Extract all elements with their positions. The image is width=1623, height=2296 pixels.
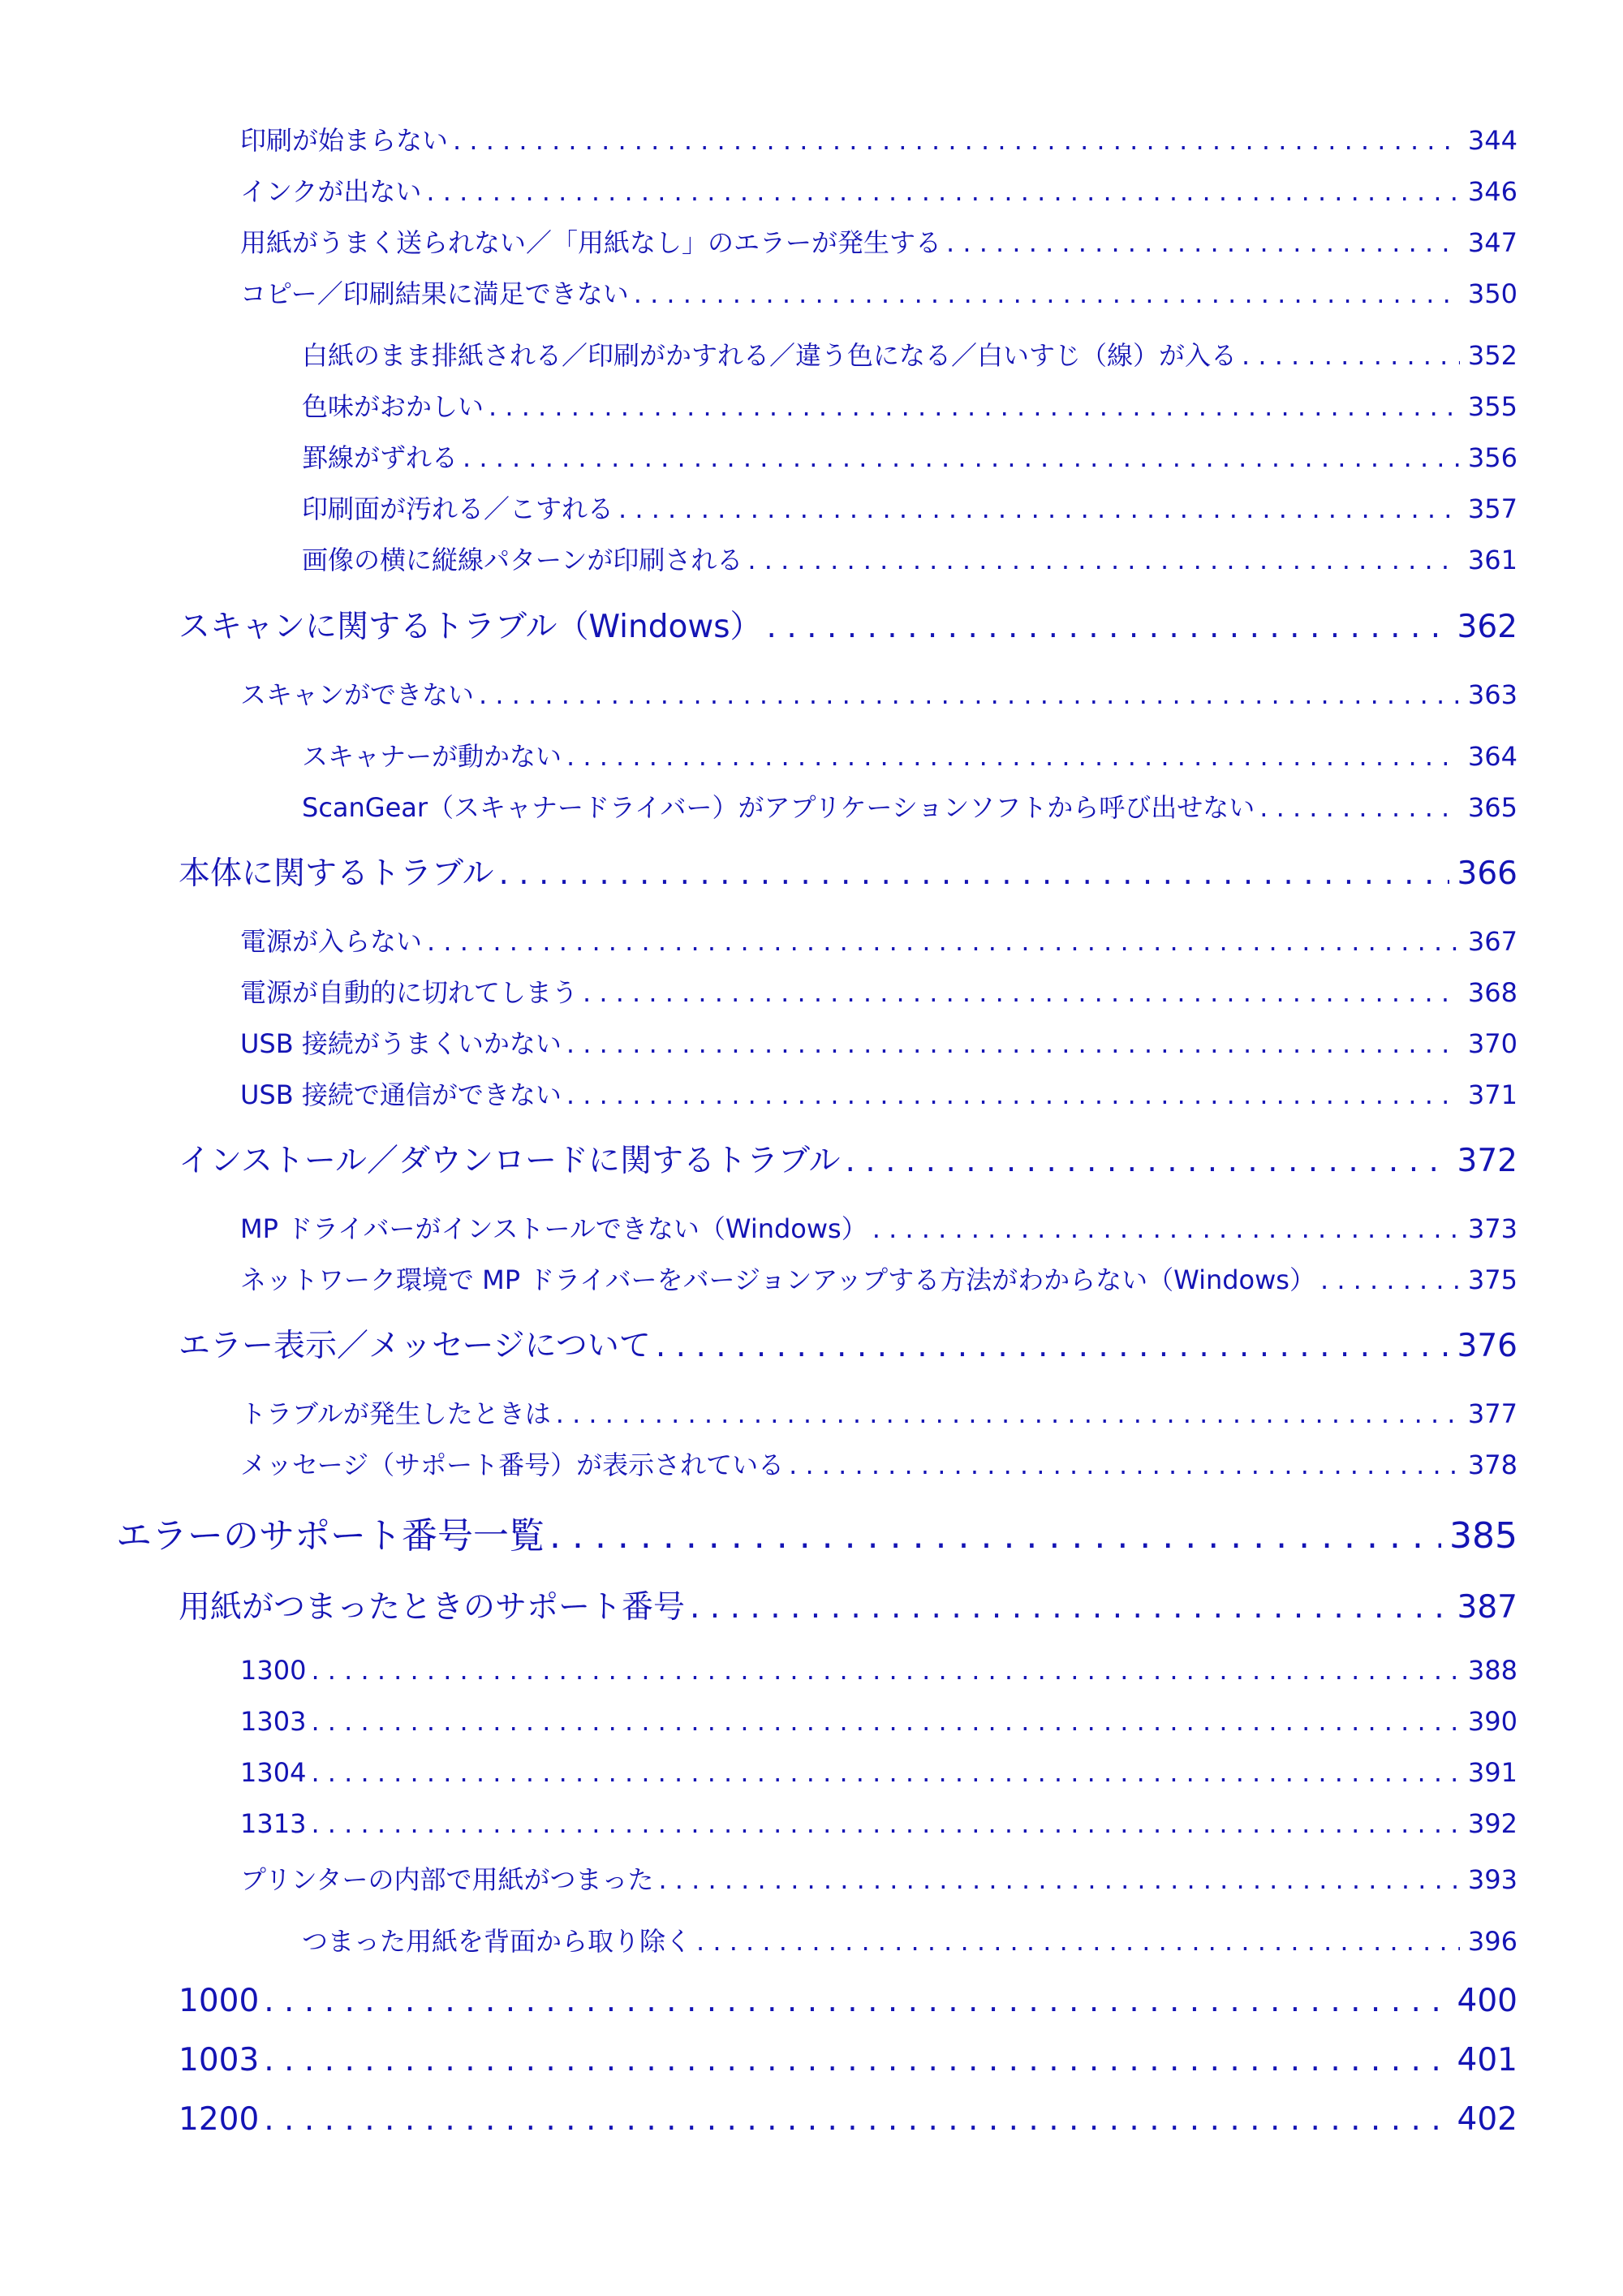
toc-entry-page: 390	[1467, 1706, 1518, 1737]
toc-entry-page: 361	[1467, 545, 1518, 575]
toc-entry-title: 1313	[240, 1808, 307, 1839]
dot-leader	[264, 2042, 1449, 2078]
toc-entry-machine-troubles[interactable]	[179, 848, 1518, 894]
toc-entry-mp-driver-update-network[interactable]	[240, 1260, 1518, 1297]
toc-entry-page: 347	[1467, 227, 1518, 258]
dot-leader	[846, 1143, 1449, 1179]
toc-entry-title: 画像の横に縦線パターンが印刷される	[302, 545, 743, 575]
toc-entry-page: 388	[1467, 1655, 1518, 1686]
toc-entry-title: 1304	[240, 1757, 307, 1788]
toc-entry-smudged-prints[interactable]	[302, 489, 1518, 526]
dot-leader	[549, 1515, 1441, 1557]
toc-entry-page: 368	[1467, 977, 1518, 1008]
toc-entry-page: 372	[1457, 1143, 1518, 1179]
toc-entry-paper-jam-support-codes[interactable]	[179, 1582, 1518, 1627]
toc-entry-page: 396	[1467, 1926, 1518, 1957]
toc-entry-code-1003[interactable]	[179, 2042, 1518, 2078]
toc-entry-page: 391	[1467, 1757, 1518, 1788]
toc-entry-unsatisfactory-results[interactable]	[240, 274, 1518, 311]
toc-entry-title: メッセージ（サポート番号）が表示されている	[240, 1450, 785, 1480]
dot-leader	[463, 442, 1460, 473]
toc-entry-title: 白紙のまま排紙される／印刷がかすれる／違う色になる／白いすじ（線）が入る	[302, 340, 1238, 371]
toc-entry-page: 385	[1449, 1515, 1518, 1557]
dot-leader	[789, 1450, 1460, 1480]
toc-entry-page: 375	[1467, 1264, 1518, 1295]
toc-entry-title: スキャンができない	[240, 679, 475, 710]
toc-entry-page: 352	[1467, 340, 1518, 371]
toc-entry-page: 366	[1457, 855, 1518, 892]
dot-leader	[566, 1079, 1460, 1110]
toc-entry-title: トラブルが発生したときは	[240, 1398, 551, 1429]
dot-leader	[498, 855, 1449, 892]
toc-entry-page: 378	[1467, 1450, 1518, 1480]
dot-leader	[566, 1028, 1460, 1059]
toc-entry-page: 371	[1467, 1079, 1518, 1110]
dot-leader	[566, 741, 1460, 772]
dot-leader	[1242, 340, 1460, 371]
toc-entry-page: 362	[1457, 609, 1518, 645]
toc-entry-page: 364	[1467, 741, 1518, 772]
toc-entry-when-trouble-occurs[interactable]	[240, 1394, 1518, 1431]
dot-leader	[556, 1398, 1460, 1429]
toc-entry-scangear-not-start[interactable]	[302, 787, 1518, 825]
dot-leader	[634, 278, 1460, 309]
toc-entry-title: 電源が自動的に切れてしまう	[240, 977, 579, 1008]
dot-leader	[946, 227, 1460, 258]
toc-entry-code-1300[interactable]	[240, 1655, 1518, 1686]
dot-leader	[264, 2101, 1449, 2138]
toc-entry-page: 357	[1467, 493, 1518, 524]
toc-entry-title: USB 接続がうまくいかない	[240, 1028, 562, 1059]
toc-entry-title: 印刷面が汚れる／こすれる	[302, 493, 614, 524]
toc-entry-support-code-list[interactable]	[116, 1506, 1518, 1558]
toc-entry-page: 387	[1457, 1589, 1518, 1626]
toc-entry-mp-driver-install-fail[interactable]	[240, 1208, 1518, 1246]
toc-entry-title: 色味がおかしい	[302, 391, 484, 422]
toc-entry-page: 346	[1467, 176, 1518, 207]
toc-entry-page: 373	[1467, 1213, 1518, 1244]
dot-leader	[264, 1983, 1449, 2019]
toc-entry-usb-communication-problem[interactable]	[240, 1075, 1518, 1112]
dot-leader	[426, 176, 1460, 207]
toc-entry-title: つまった用紙を背面から取り除く	[302, 1926, 692, 1957]
dot-leader	[453, 125, 1460, 156]
toc-entry-power-auto-off[interactable]	[240, 972, 1518, 1010]
toc-entry-install-download-troubles[interactable]	[179, 1135, 1518, 1181]
dot-leader	[1320, 1264, 1460, 1295]
toc-entry-title: プリンターの内部で用紙がつまった	[240, 1864, 654, 1895]
dot-leader	[696, 1926, 1460, 1957]
toc-entry-title: インクが出ない	[240, 176, 422, 207]
dot-leader	[489, 391, 1460, 422]
toc-entry-page: 392	[1467, 1808, 1518, 1839]
toc-entry-page: 356	[1467, 442, 1518, 473]
toc-entry-remove-jammed-paper-rear[interactable]	[302, 1921, 1518, 1958]
toc-entry-page: 365	[1467, 792, 1518, 823]
toc-entry-message-displayed[interactable]	[240, 1445, 1518, 1482]
toc-entry-page: 376	[1457, 1328, 1518, 1364]
toc-entry-page: 393	[1467, 1864, 1518, 1895]
toc-entry-page: 370	[1467, 1028, 1518, 1059]
toc-entry-cannot-scan[interactable]	[240, 674, 1518, 712]
toc-entry-paper-jammed-inside[interactable]	[240, 1859, 1518, 1897]
toc-entry-code-1313[interactable]	[240, 1808, 1518, 1839]
toc-entry-code-1000[interactable]	[179, 1983, 1518, 2019]
toc-entry-title: ScanGear（スキャナードライバー）がアプリケーションソフトから呼び出せない	[302, 792, 1255, 823]
toc-entry-title: スキャンに関するトラブル（Windows）	[179, 609, 762, 645]
toc-entry-lines-misaligned[interactable]	[302, 437, 1518, 475]
dot-leader	[311, 1757, 1459, 1788]
toc-entry-errors-messages[interactable]	[179, 1320, 1518, 1366]
toc-entry-page: 355	[1467, 391, 1518, 422]
toc-entry-ink-not-coming-out[interactable]	[240, 171, 1518, 209]
dot-leader	[658, 1864, 1459, 1895]
toc-entry-scan-troubles[interactable]	[179, 601, 1518, 647]
dot-leader	[872, 1213, 1460, 1244]
dot-leader	[690, 1589, 1449, 1626]
toc-entry-page: 363	[1467, 679, 1518, 710]
toc-entry-blank-faded-prints[interactable]	[302, 335, 1518, 373]
toc-entry-title: 1003	[179, 2042, 260, 2078]
toc-entry-title: 用紙がうまく送られない／「用紙なし」のエラーが発生する	[240, 227, 942, 258]
toc-entry-title: 1200	[179, 2101, 260, 2138]
toc-entry-title: スキャナーが動かない	[302, 741, 562, 772]
toc-entry-code-1303[interactable]	[240, 1706, 1518, 1737]
dot-leader	[479, 679, 1460, 710]
toc-entry-page: 400	[1457, 1983, 1518, 2019]
toc-entry-title: エラーのサポート番号一覧	[116, 1515, 545, 1557]
toc-entry-code-1304[interactable]	[240, 1757, 1518, 1788]
toc-entry-title: MP ドライバーがインストールできない（Windows）	[240, 1213, 867, 1244]
dot-leader	[747, 545, 1460, 575]
toc-entry-color-off[interactable]	[302, 386, 1518, 424]
toc-entry-title: 電源が入らない	[240, 926, 423, 957]
toc-entry-title: エラー表示／メッセージについて	[179, 1328, 651, 1364]
toc-entry-page: 377	[1467, 1398, 1518, 1429]
dot-leader	[311, 1706, 1459, 1737]
toc-entry-usb-connection-problem[interactable]	[240, 1023, 1518, 1061]
dot-leader	[656, 1328, 1449, 1364]
toc-entry-page: 350	[1467, 278, 1518, 309]
toc-entry-title: ネットワーク環境で MP ドライバーをバージョンアップする方法がわからない（Windows）	[240, 1264, 1315, 1295]
toc-entry-page: 344	[1467, 125, 1518, 156]
toc-entry-title: USB 接続で通信ができない	[240, 1079, 562, 1110]
toc-entry-title: 本体に関するトラブル	[179, 855, 494, 892]
toc-entry-page: 367	[1467, 926, 1518, 957]
dot-leader	[311, 1655, 1459, 1686]
dot-leader	[583, 977, 1460, 1008]
toc-entry-power-not-on[interactable]	[240, 921, 1518, 958]
toc-entry-title: 用紙がつまったときのサポート番号	[179, 1589, 686, 1626]
toc-entry-title: 1300	[240, 1655, 307, 1686]
dot-leader	[1259, 792, 1460, 823]
dot-leader	[767, 609, 1449, 645]
toc-entry-code-1200[interactable]	[179, 2101, 1518, 2138]
toc-entry-page: 401	[1457, 2042, 1518, 2078]
toc-entry-page: 402	[1457, 2101, 1518, 2138]
toc-entry-paper-feed-error[interactable]	[240, 222, 1518, 260]
toc-entry-title: インストール／ダウンロードに関するトラブル	[179, 1143, 841, 1179]
toc-entry-vertical-lines[interactable]	[302, 540, 1518, 577]
toc-entry-printing-does-not-start[interactable]	[240, 120, 1518, 157]
toc-entry-title: 印刷が始まらない	[240, 125, 449, 156]
toc-entry-title: 1303	[240, 1706, 307, 1737]
toc-entry-title: コピー／印刷結果に満足できない	[240, 278, 629, 309]
toc-entry-title: 1000	[179, 1983, 260, 2019]
toc-entry-scanner-not-working[interactable]	[302, 736, 1518, 773]
dot-leader	[618, 493, 1460, 524]
dot-leader	[427, 926, 1460, 957]
dot-leader	[311, 1808, 1459, 1839]
toc-entry-title: 罫線がずれる	[302, 442, 458, 473]
